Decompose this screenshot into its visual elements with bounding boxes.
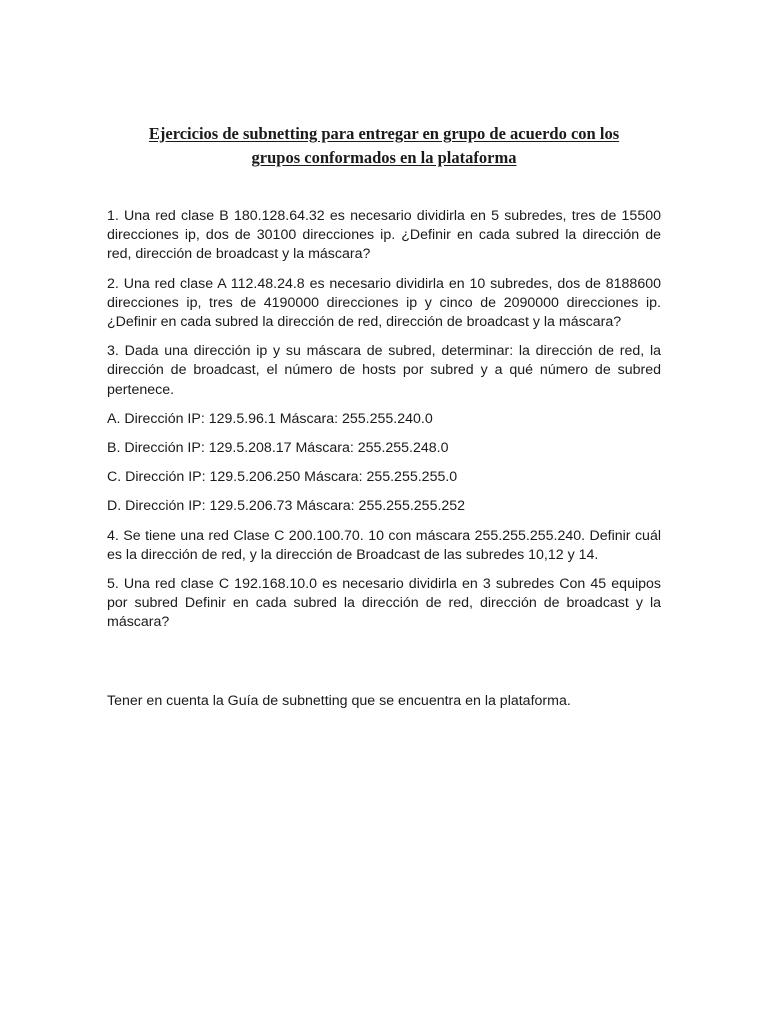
document-body xyxy=(107,207,661,643)
exercise-4: 4. Se tiene una red Clase C 200.100.70. 10 con máscara 255.255.255.240. Definir cuál es la dirección de red, y la dirección de Broadcast de las subredes 10,12 y 14. xyxy=(107,527,661,563)
exercise-1: 1. Una red clase B 180.128.64.32 es necesario dividirla en 5 subredes, tres de 15500 direcciones ip, dos de 30100 direcciones ip. ¿Definir en cada subred la dirección de red, dirección de broadcast y la máscara? xyxy=(107,208,661,263)
title-line-2: grupos conformados en la plataforma xyxy=(251,148,517,167)
document-title xyxy=(100,122,668,170)
closing-note: Tener en cuenta la Guía de subnetting que se encuentra en la plataforma. xyxy=(107,693,571,709)
exercise-3-option-c: C. Dirección IP: 129.5.206.250 Máscara: 255.255.255.0 xyxy=(107,469,458,486)
exercise-3-option-a: A. Dirección IP: 129.5.96.1 Máscara: 255.255.240.0 xyxy=(107,410,433,427)
exercise-3: 3. Dada una dirección ip y su máscara de subred, determinar: la dirección de red, la dirección de broadcast, el número de hosts por subred y a qué número de subred pertenece. xyxy=(107,343,661,398)
exercise-5: 5. Una red clase C 192.168.10.0 es necesario dividirla en 3 subredes Con 45 equipos por subred Definir en cada subred la dirección de red, dirección de broadcast y la máscara? xyxy=(107,576,661,631)
title-line-1: Ejercicios de subnetting para entregar en grupo de acuerdo con los xyxy=(148,124,620,143)
exercise-2: 2. Una red clase A 112.48.24.8 es necesario dividirla en 10 subredes, dos de 8188600 direcciones ip, tres de 4190000 direcciones ip y cinco de 2090000 direcciones ip. ¿Definir en cada subred la dirección de red, dirección de broadcast y la máscara? xyxy=(107,275,661,331)
exercise-3-option-b: B. Dirección IP: 129.5.208.17 Máscara: 255.255.248.0 xyxy=(107,440,449,457)
exercise-3-option-d: D. Dirección IP: 129.5.206.73 Máscara: 255.255.255.252 xyxy=(107,498,466,515)
